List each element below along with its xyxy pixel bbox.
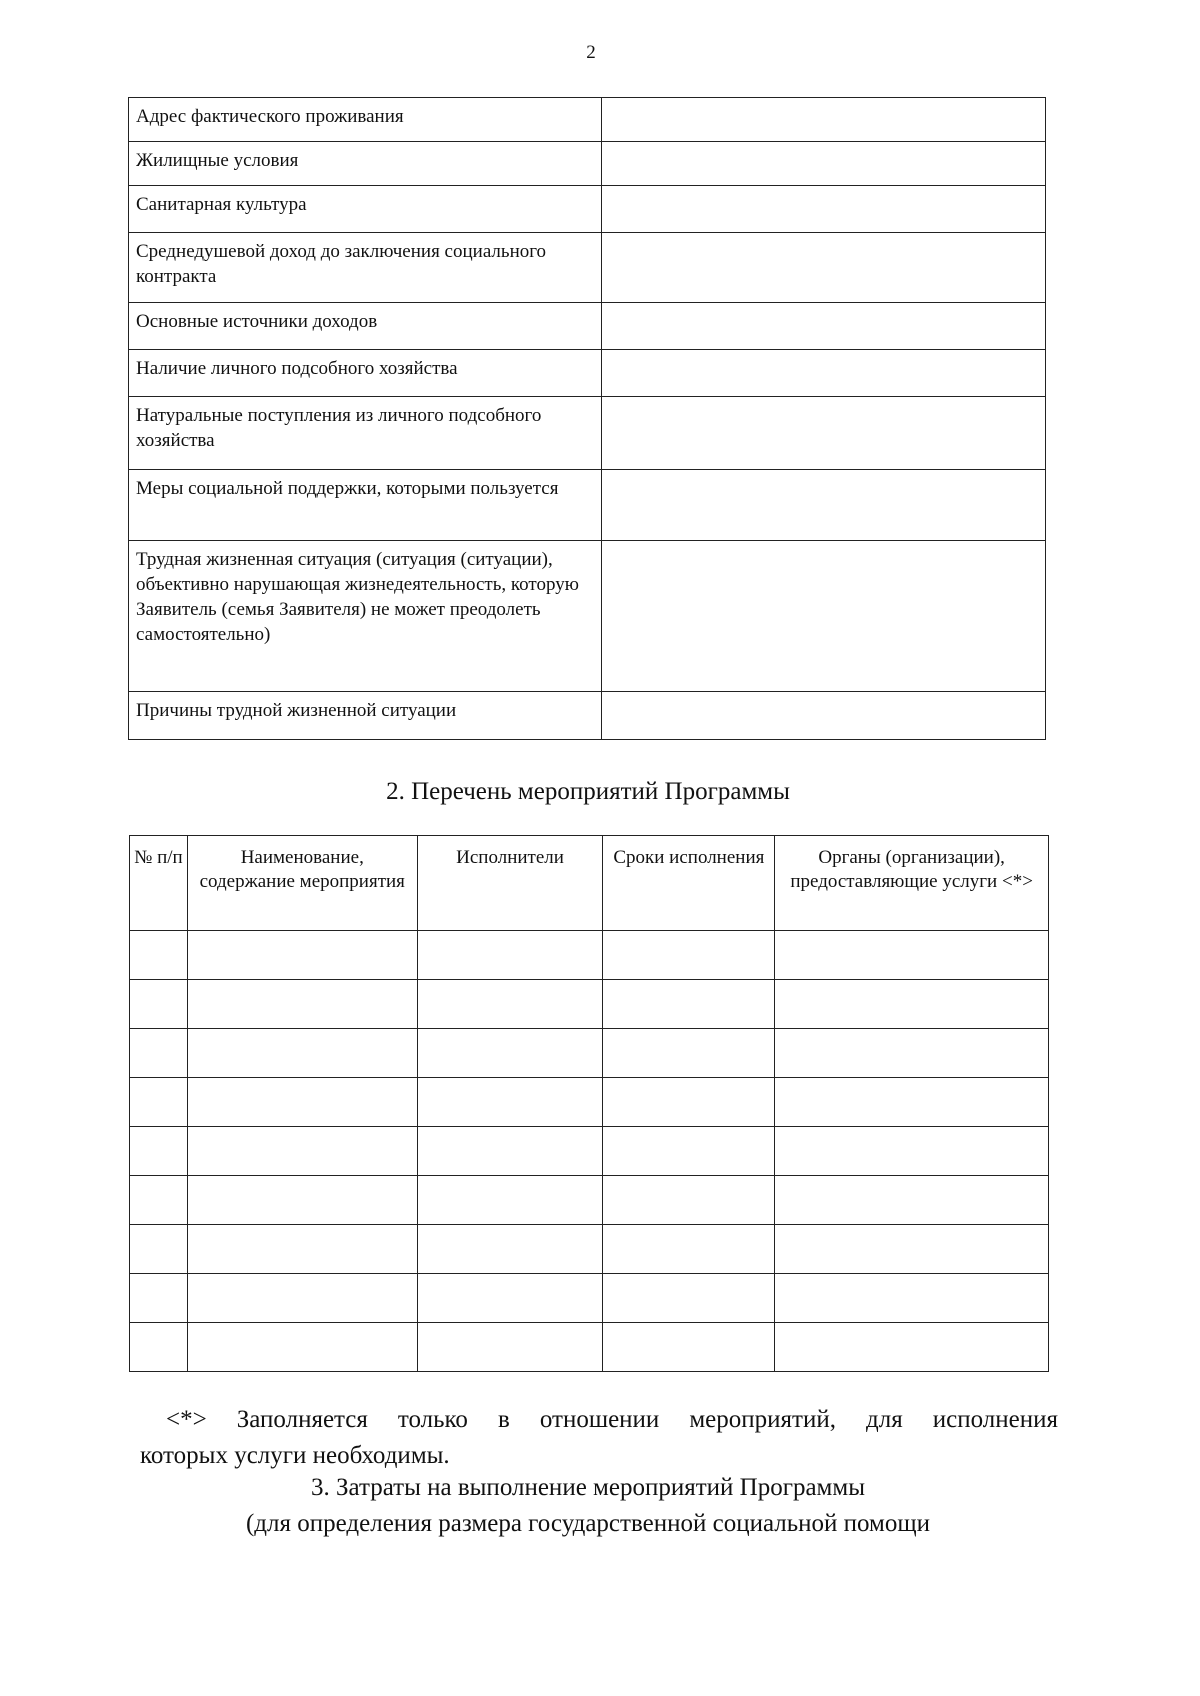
table-row [129,692,1046,740]
table-cell [187,1078,417,1127]
table-header-row [130,836,1049,931]
table-cell [130,1176,188,1225]
table-cell [603,1323,775,1372]
table-cell [187,980,417,1029]
table-cell [187,1225,417,1274]
row-value [602,350,1046,397]
table-cell [775,1127,1049,1176]
table-cell [417,1323,603,1372]
table-cell [775,931,1049,980]
table-cell [417,1176,603,1225]
table-row [129,233,1046,303]
row-label: Основные источники доходов [129,303,602,350]
page-number: 2 [586,42,596,63]
table-row [129,350,1046,397]
program-activities-table [129,835,1049,1372]
table-cell [187,1323,417,1372]
row-label: Натуральные поступления из личного подсобного хозяйства [129,397,602,470]
table-row [130,1176,1049,1225]
section-3-title: 3. Затраты на выполнение мероприятий Программы [310,1474,865,1501]
column-header-name: Наименование, содержание мероприятия [187,836,417,931]
table-row [130,980,1049,1029]
section-3-subtitle: (для определения размера государственной социальной помощи [245,1510,931,1537]
table-cell [417,980,603,1029]
table-cell [417,1029,603,1078]
table-cell [603,980,775,1029]
table-cell [775,1078,1049,1127]
row-value [602,186,1046,233]
footnote-line-2: которых услуги необходимы. [140,1442,450,1469]
table-cell [417,931,603,980]
table-cell [417,1078,603,1127]
table-row [129,397,1046,470]
table-row [129,303,1046,350]
table-row [130,931,1049,980]
column-header-executors: Исполнители [417,836,603,931]
column-header-organizations: Органы (организации), предоставляющие услуги <*> [775,836,1049,931]
table-cell [130,1078,188,1127]
table-row [129,541,1046,692]
row-label: Наличие личного подсобного хозяйства [129,350,602,397]
table-cell [603,1274,775,1323]
footnote-line-1: <*> Заполняется только в отношении мероприятий, для исполнения [166,1406,1058,1433]
table-cell [603,1176,775,1225]
table-cell [130,1029,188,1078]
footnote [140,1402,1058,1474]
table-cell [603,1225,775,1274]
section-2-title: 2. Перечень мероприятий Программы [386,778,790,805]
row-label: Трудная жизненная ситуация (ситуация (ситуации), объективно нарушающая жизнедеятельность, которую Заявитель (семья Заявителя) не может преодолеть самостоятельно) [129,541,602,692]
table-row [129,470,1046,541]
table-row [130,1274,1049,1323]
table-row [130,1225,1049,1274]
table-cell [130,1225,188,1274]
table-cell [187,1274,417,1323]
row-value [602,98,1046,142]
table-row [129,98,1046,142]
table-cell [187,1029,417,1078]
table-cell [603,931,775,980]
table-cell [187,1127,417,1176]
row-label: Среднедушевой доход до заключения социального контракта [129,233,602,303]
row-label: Жилищные условия [129,142,602,186]
table-cell [130,1323,188,1372]
table-cell [775,1323,1049,1372]
row-value [602,541,1046,692]
table-cell [130,980,188,1029]
table-cell [603,1078,775,1127]
table-cell [603,1029,775,1078]
row-value [602,470,1046,541]
table-cell [775,1225,1049,1274]
table-cell [187,1176,417,1225]
table-row [130,1029,1049,1078]
row-value [602,303,1046,350]
table-cell [187,931,417,980]
table-cell [775,1029,1049,1078]
column-header-number: № п/п [130,836,188,931]
table-cell [603,1127,775,1176]
table-cell [130,1127,188,1176]
row-label: Санитарная культура [129,186,602,233]
applicant-info-table [128,97,1046,740]
table-row [130,1323,1049,1372]
row-label: Адрес фактического проживания [129,98,602,142]
row-value [602,692,1046,740]
table-cell [130,931,188,980]
row-label: Причины трудной жизненной ситуации [129,692,602,740]
table-cell [775,1274,1049,1323]
table-row [130,1078,1049,1127]
table-cell [775,980,1049,1029]
table-row [129,142,1046,186]
row-value [602,397,1046,470]
table-cell [775,1176,1049,1225]
column-header-deadlines: Сроки исполнения [603,836,775,931]
table-row [130,1127,1049,1176]
table-cell [130,1274,188,1323]
row-value [602,233,1046,303]
table-cell [417,1274,603,1323]
row-label: Меры социальной поддержки, которыми пользуется [129,470,602,541]
row-value [602,142,1046,186]
table-cell [417,1127,603,1176]
table-cell [417,1225,603,1274]
table-row [129,186,1046,233]
